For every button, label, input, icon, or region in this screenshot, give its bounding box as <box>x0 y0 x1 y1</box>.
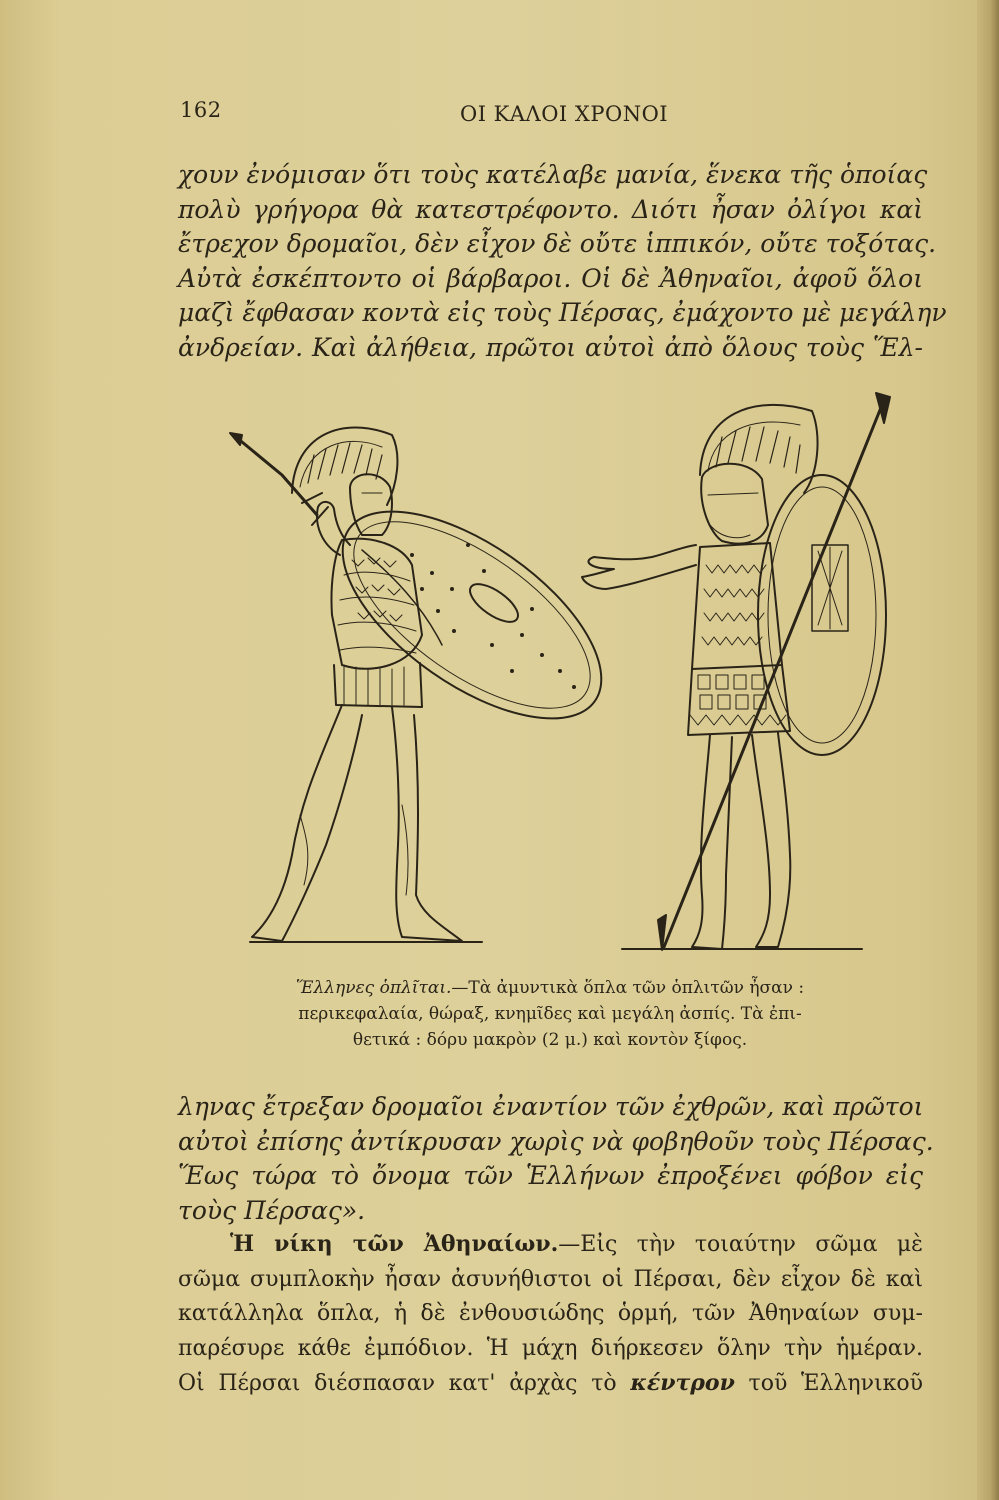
text-run: —Εἰς τὴν τοιαύτην σῶμα μὲ <box>558 1232 923 1257</box>
caption-label: Ἕλληνες ὁπλῖται. <box>295 978 452 998</box>
page-number: 162 <box>180 98 222 122</box>
text-run: Οἱ Πέρσαι διέσπασαν κατ' ἀρχὰς τὸ <box>178 1371 631 1396</box>
running-title: ΟΙ ΚΑΛΟΙ ΧΡΟΝΟΙ <box>460 102 669 126</box>
text-line: ληνας ἔτρεξαν δρομαῖοι ἐναντίον τῶν ἐχθρῶν, καὶ πρῶτοι <box>178 1092 924 1121</box>
text-line: ἀνδρείαν. Καὶ ἀλήθεια, πρῶτοι αὐτοὶ ἀπὸ ὅλους τοὺς Ἕλ- <box>178 332 923 362</box>
text-line: μαζὶ ἔφθασαν κοντὰ εἰς τοὺς Πέρσας, ἐμάχοντο μὲ μεγάλην <box>178 298 947 327</box>
text-line: τοὺς Πέρσας». <box>178 1195 366 1225</box>
text-line <box>178 1366 923 1402</box>
figure-caption <box>212 975 888 1053</box>
text-line: πολὺ γρήγορα θὰ κατεστρέφοντο. Διότι ἦσαν ὀλίγοι καὶ <box>178 194 923 224</box>
paragraph-3 <box>178 1227 923 1402</box>
text-line <box>178 1227 923 1263</box>
caption-line-3: θετικά : δόρυ μακρὸν (2 μ.) καὶ κοντὸν ξίφος. <box>352 1030 748 1050</box>
right-hoplite <box>582 393 890 950</box>
text-line: σῶμα συμπλοκὴν ἦσαν ἀσυνήθιστοι οἱ Πέρσαι, δὲν εἶχον δὲ καὶ <box>178 1266 923 1292</box>
caption-text: —Τὰ ἀμυντικὰ ὅπλα τῶν ὁπλιτῶν ἦσαν : <box>451 978 805 998</box>
hoplites-illustration <box>222 375 912 975</box>
page-header <box>180 98 920 132</box>
paragraph-1 <box>178 158 947 365</box>
text-line: παρέσυρε κάθε ἐμπόδιον. Ἡ μάχη διήρκεσεν ὅλην τὴν ἡμέραν. <box>178 1335 923 1361</box>
text-line: κατάλληλα ὅπλα, ἡ δὲ ἐνθουσιώδης ὁρμή, τῶν Ἀθηναίων συμ- <box>178 1301 923 1326</box>
text-line: χουν ἐνόμισαν ὅτι τοὺς κατέλαβε μανία, ἕνεκα τῆς ὁποίας <box>178 160 928 189</box>
left-hoplite <box>230 427 635 941</box>
text-line: Ἕως τώρα τὸ ὄνομα τῶν Ἑλλήνων ἐπροξένει φόβον εἰς <box>178 1161 923 1190</box>
caption-line-1 <box>212 975 888 1001</box>
emphasis-word: κέντρον <box>630 1370 735 1396</box>
text-line: Αὐτὰ ἐσκέπτοντο οἱ βάρβαροι. Οἱ δὲ Ἀθηναῖοι, ἀφοῦ ὅλοι <box>178 263 923 293</box>
section-heading: Ἡ νίκη τῶν Ἀθηναίων. <box>230 1231 559 1257</box>
caption-line-2: περικεφαλαία, θώραξ, κνημῖδες καὶ μεγάλη ἀσπίς. Τὰ ἐπι- <box>298 1004 802 1024</box>
paragraph-2 <box>178 1090 934 1228</box>
page-edge <box>977 0 999 1500</box>
text-run: τοῦ Ἑλληνικοῦ <box>734 1371 923 1396</box>
text-line: αὐτοὶ ἐπίσης ἀντίκρυσαν χωρὶς νὰ φοβηθοῦν τοὺς Πέρσας. <box>178 1126 934 1156</box>
text-line: ἔτρεχον δρομαῖοι, δὲν εἶχον δὲ οὔτε ἱππικόν, οὔτε τοξότας. <box>178 229 937 258</box>
